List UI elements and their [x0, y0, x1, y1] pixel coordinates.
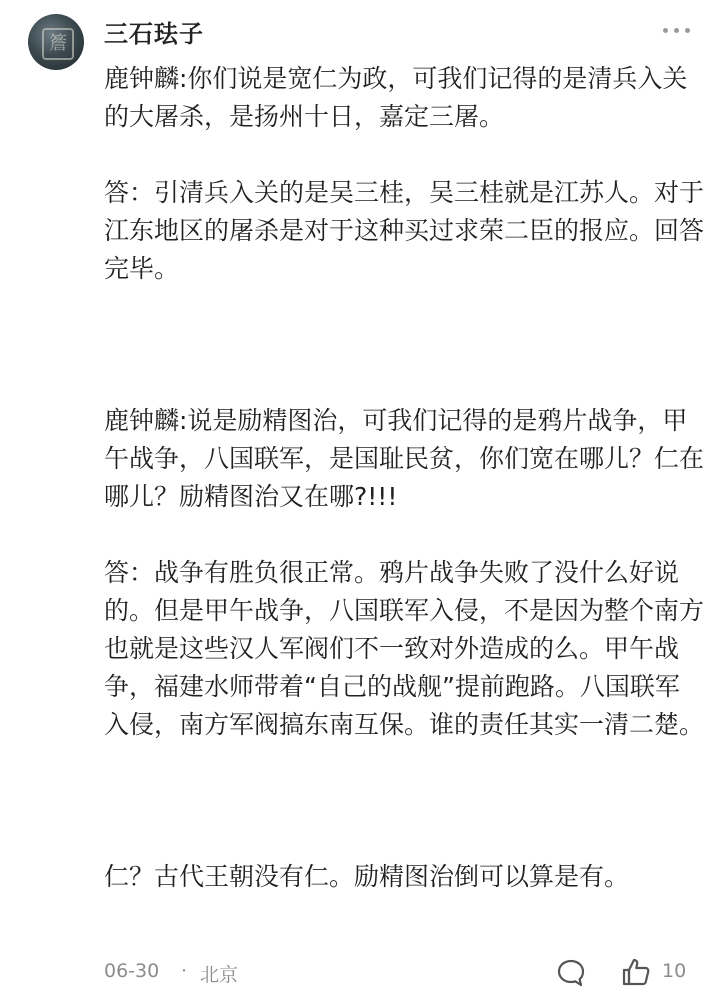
- username[interactable]: 三石珐子: [104, 20, 204, 48]
- paragraph-question-2: 鹿钟麟:说是励精图治，可我们记得的是鸦片战争，甲午战争，八国联军，是国耻民贫，你们宽在哪儿？仁在哪儿？励精图治又在哪?!!!: [104, 406, 705, 511]
- meta-separator: ·: [181, 960, 188, 982]
- post-date: 06-30: [104, 960, 160, 982]
- more-dots-icon[interactable]: [663, 28, 690, 33]
- comment-bubble-icon[interactable]: [556, 958, 586, 988]
- paragraph-question-1: 鹿钟麟:你们说是宽仁为政，可我们记得的是清兵入关的大屠杀，是扬州十日，嘉定三屠。: [104, 64, 688, 131]
- post-content: [104, 60, 704, 896]
- paragraph-conclusion: 仁？古代王朝没有仁。励精图治倒可以算是有。: [104, 862, 630, 891]
- paragraph-answer-1: 答：引清兵入关的是吴三桂，吴三桂就是江苏人。对于江东地区的屠杀是对于这种买过求荣二臣的报应。回答完毕。: [104, 178, 705, 283]
- paragraph-answer-2: 答：战争有胜负很正常。鸦片战争失败了没什么好说的。但是甲午战争，八国联军入侵，不是因为整个南方也就是这些汉人军阀们不一致对外造成的么。甲午战争，福建水师带着“自己的战舰”提前跑路。八国联军入侵，南方军阀搞东南互保。谁的责任其实一清二楚。: [104, 558, 705, 739]
- thumbs-up-icon[interactable]: [620, 956, 652, 988]
- post-location: 北京: [200, 964, 239, 986]
- avatar-seal-icon: 簷: [42, 28, 74, 60]
- avatar[interactable]: [28, 14, 84, 70]
- like-count: 10: [662, 960, 687, 982]
- post-footer: [104, 960, 704, 990]
